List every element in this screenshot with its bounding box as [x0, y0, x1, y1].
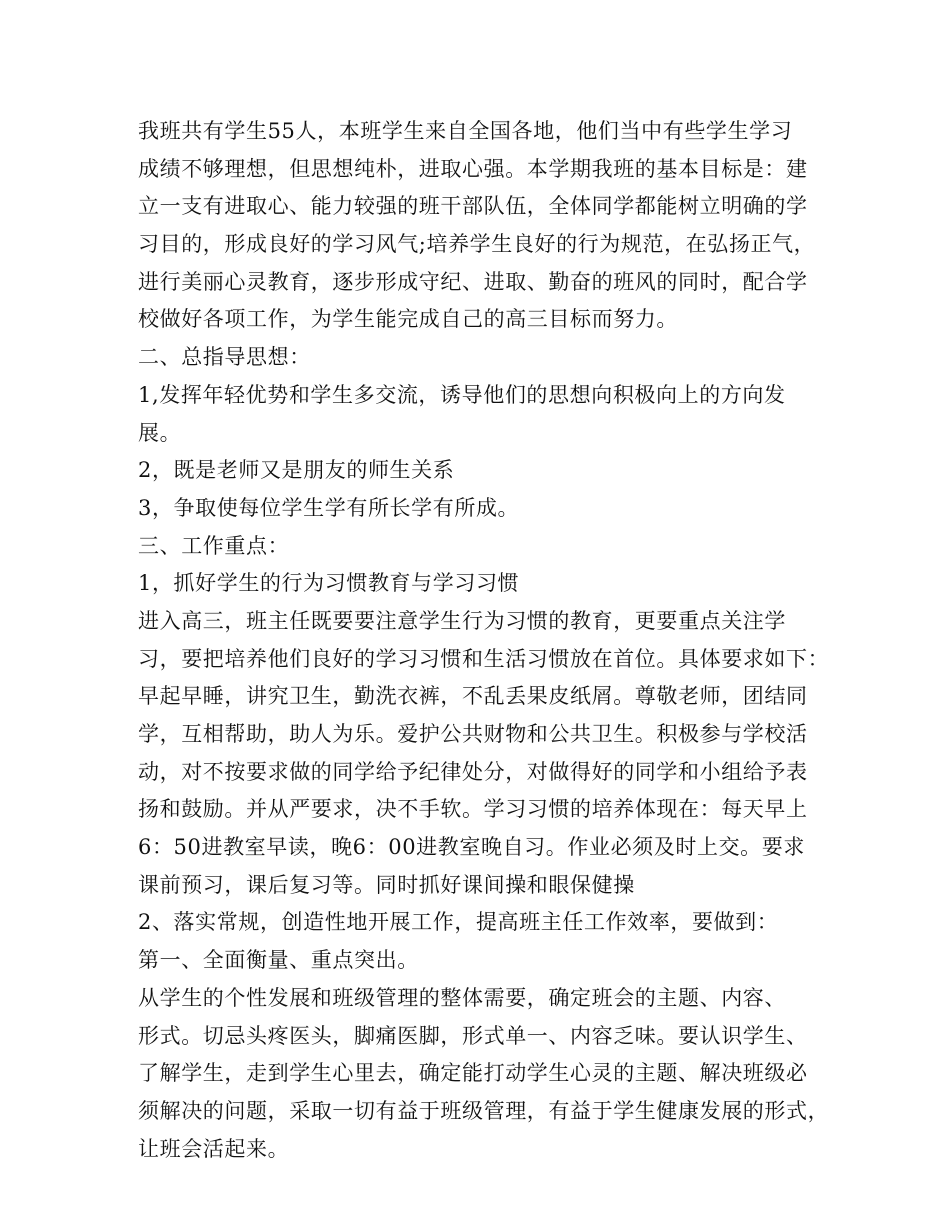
- text-line: 校做好各项工作，为学生能完成自己的高三目标而努力。: [138, 307, 678, 332]
- text-line: 课前预习，课后复习等。同时抓好课间操和眼保健操: [138, 872, 635, 897]
- text-line: 3，争取使每位学生学有所长学有所成。: [138, 495, 520, 520]
- text-line: 2、落实常规，创造性地开展工作，提高班主任工作效率，要做到：: [138, 910, 779, 935]
- text-line: 形式。切忌头疼医头，脚痛医脚，形式单一、内容乏味。要认识学生、: [138, 1023, 808, 1048]
- document-body: [138, 113, 838, 1168]
- text-line: 动，对不按要求做的同学给予纪律处分，对做得好的同学和小组给予表: [138, 759, 808, 784]
- text-line: 进入高三，班主任既要要注意学生行为习惯的教育，更要重点关注学: [138, 608, 786, 633]
- text-line: 学，互相帮助，助人为乐。爱护公共财物和公共卫生。积极参与学校活: [138, 722, 808, 746]
- text-line: 早起早睡，讲究卫生，勤洗衣裤，不乱丢果皮纸屑。尊敬老师，团结同: [138, 684, 808, 709]
- text-line: 习目的，形成良好的学习风气;培养学生良好的行为规范，在弘扬正气，: [138, 232, 816, 257]
- text-line: 进行美丽心灵教育，逐步形成守纪、进取、勤奋的班风的同时，配合学: [138, 269, 808, 294]
- text-line: 立一支有进取心、能力较强的班干部队伍，全体同学都能树立明确的学: [138, 194, 808, 219]
- text-line: 了解学生，走到学生心里去，确定能打动学生心灵的主题、解决班级必: [138, 1061, 808, 1086]
- text-line: 扬和鼓励。并从严要求，决不手软。学习习惯的培养体现在：每天早上: [138, 797, 808, 822]
- section-heading: 二、总指导思想：: [138, 345, 311, 370]
- text-line: 成绩不够理想，但思想纯朴，进取心强。本学期我班的基本目标是：建: [138, 156, 808, 181]
- text-line: 1，抓好学生的行为习惯教育与学习习惯: [138, 571, 520, 596]
- text-line: 习，要把培养他们良好的学习习惯和生活习惯放在首位。具体要求如下：: [138, 646, 830, 671]
- text-line: 6：50进教室早读，晚6：00进教室晚自习。作业必须及时上交。要求: [138, 835, 805, 860]
- text-line: 1,发挥年轻优势和学生多交流，诱导他们的思想向积极向上的方向发: [138, 382, 786, 407]
- text-line: 让班会活起来。: [138, 1136, 290, 1161]
- text-line: 须解决的问题，采取一切有益于班级管理，有益于学生健康发展的形式，: [138, 1098, 830, 1123]
- section-heading: 三、工作重点：: [138, 533, 290, 558]
- text-line: 展。: [138, 420, 182, 445]
- text-line: 2，既是老师又是朋友的师生关系: [138, 458, 455, 483]
- text-line: 从学生的个性发展和班级管理的整体需要，确定班会的主题、内容、: [138, 985, 786, 1010]
- text-line: 第一、全面衡量、重点突出。: [138, 948, 419, 973]
- text-line: 我班共有学生55人，本班学生来自全国各地，他们当中有些学生学习: [138, 119, 793, 143]
